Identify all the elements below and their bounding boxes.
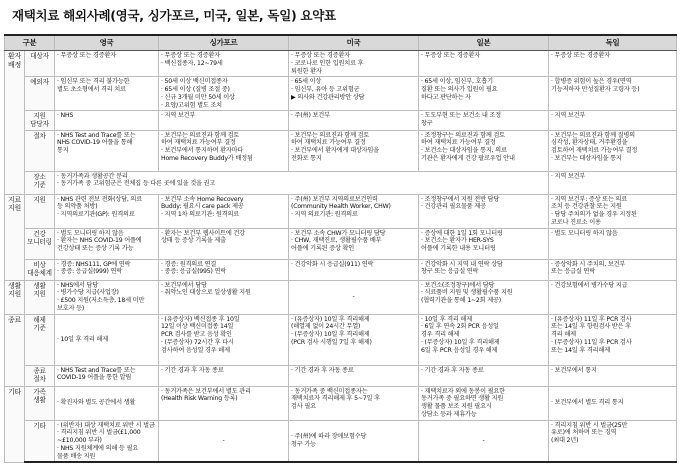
group-treatment-support: 지료 지원 — [5, 194, 25, 280]
table-row — [5, 365, 677, 386]
cell-uk: · 임신부 또는 격리 불가능한 별도 초소형에서 격리 치료 — [55, 77, 159, 111]
document-title: 재택치료 해외사례(영국, 싱가포르, 미국, 일본, 독일) 요약표 — [12, 8, 336, 23]
cell-japan: · 기간 경과 후 자동 종료 — [419, 365, 549, 386]
cell-japan: · 무증상 또는 경증환자 — [419, 51, 549, 77]
row-label: 건강 모니터링 — [25, 228, 55, 259]
row-label: 절차 — [25, 130, 55, 171]
cell-place-criteria: · 동거가족과 생활공간 분리 · 동거가족 중 고위험군은 전체집 등 다른 곳에 있을 것을 권고 — [55, 171, 549, 194]
cell-singapore: · 보건부는 의료진과 함께 검토 하여 재택치료 가능여부 결정 · 보건부에서 통지하며 환자마다 Home Recovery Buddy가 배정됨 — [159, 130, 289, 171]
cell-uk: · NHS 관련 전보 전화(상담, 의료 등 의약품 처방) · 지역의료기관(GP): 원격의료 — [55, 194, 159, 228]
cell-uk: · NHS Test and Trace를 또는 COVID-19 어플을 통한 알림 — [55, 365, 159, 386]
cell-japan: - — [419, 420, 549, 462]
cell-uk: · 별도 모니터링 하지 않음 · 환자는 NHS COVID-19 어플에 건강상태 또는 증상 기록 가능 — [55, 228, 159, 259]
cell-uk: · 경증: NHS111, GP에 연락 · 중증: 응급실(999) 연락 — [55, 259, 159, 280]
header-category: 구분 — [5, 35, 55, 51]
cell-japan: · 65세 이상, 임신부, 호흡기 질환 또는 의사가 입원이 필요 하다고 판단하는 자 — [419, 77, 549, 111]
cell-singapore: · 환자는 보건부 웹사이트에 건강 상태 등 증상 기록을 제출 — [159, 228, 289, 259]
cell-japan: · 조정창구에서 지원 전반 담당 · 건강관리 필요물품 제공 — [419, 194, 549, 228]
cell-usa: · 동거가족 중 백신미접종자는 재택치료자 격리해제 후 5~7일 후 검사 필요 — [289, 386, 419, 420]
cell-uk: · 무증상 또는 경증환자 — [55, 51, 159, 77]
row-label: 지원 — [25, 194, 55, 228]
row-label: 대상자 — [25, 51, 55, 77]
cell-germany: · 합병증 위험이 높은 경우(면역 기능저하자 만성질환자 고령자 등) — [549, 77, 677, 111]
cell-uk: · 확진자와 별도 공간에서 생활 — [55, 386, 159, 420]
group-patient-assignment: 환자 배정 — [5, 51, 25, 195]
cell-japan: · 재택치료자 외에 동봉이 필요한 동거가족 중 필요하면 생활 지원 생활 물품 보조 지원 필요시 상담소 등과 제휴가능 — [419, 386, 549, 420]
summary-table — [4, 34, 677, 463]
cell-germany: · 건강보험에서 병가수당 지급 — [549, 280, 677, 314]
row-label: 기타 — [25, 420, 55, 462]
cell-singapore: · 기간 경과 후 자동 종료 — [159, 365, 289, 386]
cell-singapore: · 무증상 또는 경증환자 · 백신접종자, 12~79세 — [159, 51, 289, 77]
cell-germany: · 증상악화 시 주치의, 보건부 또는 응급실 연락 — [549, 259, 677, 280]
header-singapore: 싱가포르 — [159, 35, 289, 51]
group-living-support: 생활 지원 — [5, 280, 25, 314]
group-termination: 종료 — [5, 314, 25, 386]
table-row — [5, 420, 677, 462]
table-row — [5, 77, 677, 111]
cell-japan: · 건강악화 시 지역 내 연락 상담 창구 또는 응급실 연락 — [419, 259, 549, 280]
header-japan: 일본 — [419, 35, 549, 51]
table-row — [5, 194, 677, 228]
cell-usa: · 주(州) 보건부 지역의료보건인력 (Community Health Worker, CHW) · 지역 의료기관: 원격의료 — [289, 194, 419, 228]
cell-germany: · 보건부에서 통지 — [549, 365, 677, 386]
cell-uk: · (위반자) 대상 재택치료 위반 시 벌금 · 격리지침 위반 시 벌금(£1,000 ~£10,000 부과) · NHS 지원체계에 의해 등 필요 물품 배송 지원 — [55, 420, 159, 462]
table-row — [5, 280, 677, 314]
cell-germany: · 지역 보건부 — [549, 111, 677, 130]
cell-germany: · (유증상자) 11일 후 PCR 검사 또는 14일 후 항원검사 받은 후 격리 해제 · (무증상자) 11일 후 PCR 검사 또는 14일 후 격리해제 — [549, 314, 677, 365]
header-uk: 영국 — [55, 35, 159, 51]
cell-singapore: · 동거가족은 보건부에서 별도 관리 (Health Risk Warning 등록) — [159, 386, 289, 420]
cell-germany: · 지역 보건부: 증상 또는 의료 조치 등 건강관찰 또는 지원 · 담당 주치의가 없을 경우 지정된 코로나 진료소 이용 — [549, 194, 677, 228]
cell-singapore: · (유증상자) 백신접종 후 10일 12일 이상 백신미접종 14일 PCR 검사를 받고 음성 확인 · (무증상자) 72시간 후 다시 검사하여 음성일 경우 해제 — [159, 314, 289, 365]
cell-germany: · 격리지침 위반 시 벌금(25만 유로)에 처하며 또는 징역 (최대 2년) — [549, 420, 677, 462]
header-germany: 독일 — [549, 35, 677, 51]
cell-germany: · 별도 모니터링 하지 않음 — [549, 228, 677, 259]
row-label: 비상 대응체계 — [25, 259, 55, 280]
table-row — [5, 111, 677, 130]
cell-japan: · 조정창구는 의료진과 함께 검토 하여 재택치료 가능여부 결정 · 보건소는 대상자임을 통지, 의료 기관은 환자에게 건강 팔로우업 안내 — [419, 130, 549, 171]
cell-usa: · 보건부 소속 CHW가 모니터링 담당 · CHW, 재택진료, 생활필수품 배부 어플에 기록된 증상 확인 — [289, 228, 419, 259]
table-row — [5, 171, 677, 194]
cell-usa: · (유증상자) 10일 후 격리해제 (해열제 없이 24시간 무열) · (무증상자) 10일 후 격리해제 (PCR 검사 시행일 7일 후 해제) — [289, 314, 419, 365]
cell-japan: · 도도부현 또는 보건소 내 조정 창구 — [419, 111, 549, 130]
row-label: 지원 담당자 — [25, 111, 55, 130]
table-row — [5, 51, 677, 77]
cell-singapore: · 보건부 소속 Home Recovery Buddy: 필요시 care pack 제공 · 지역 1차 의료기관: 원격의료 — [159, 194, 289, 228]
table-header-row — [5, 35, 677, 51]
cell-germany: · 무증상 또는 경증환자 — [549, 51, 677, 77]
cell-singapore: · 50세 이상 백신미접종자 · 65세 이상 (질병 조절 중) · 신규 3개월 미만 50세 이상 · 요양/고위험 별도 조치 — [159, 77, 289, 111]
row-label: 생활 지원 — [25, 280, 55, 314]
row-label: 종료 절차 — [25, 365, 55, 386]
row-label: 해제 기준 — [25, 314, 55, 365]
cell-usa: · 주(州)에 따라 장애보험수당 청구 가능 — [289, 420, 419, 462]
table-row — [5, 314, 677, 365]
cell-germany: · 보건부는 의료진과 함께 질병의 심각성, 환자상태, 거주환경을 검토하여 재택치료 가능여부 결정 · 보건부는 대상자임을 통지 — [549, 130, 677, 171]
cell-uk: · NHS에서 담당 · 병가수당 지급(사업장) · £500 지원(저소득층, 18세 미만 보호자 등) — [55, 280, 159, 314]
cell-japan: · 보건소(조정창구)에서 담당 · 식료품비 지원 및 생활필수품 지원 (협력기관을 통해 1~2회 제공) — [419, 280, 549, 314]
cell-singapore: · 지역 보건부 — [159, 111, 289, 130]
group-other: 기타 — [5, 386, 25, 462]
cell-usa: · 무증상 또는 경증환자 · 코로나로 인한 입원치료 후 퇴원한 환자 — [289, 51, 419, 77]
table-row — [5, 228, 677, 259]
row-label: 가족 생활 — [25, 386, 55, 420]
cell-usa: · 기간 경과 후 자동 종료 — [289, 365, 419, 386]
cell-uk: · NHS Test and Trace를 또는 NHS COVID-19 어플을 통해 통지 — [55, 130, 159, 171]
cell-usa: · 건강악화 시 응급실(911) 연락 — [289, 259, 419, 280]
cell-japan: · 10일 후 격리 해제 · 6일 후 연속 2회 PCR 음성일 경우 격리 해제 · (무증상자) 10일 후 격리해제 6일 후 PCR 음성일 경우 해제 — [419, 314, 549, 365]
cell-usa: · 주(州) 보건부 — [289, 111, 419, 130]
cell-singapore: - — [159, 420, 289, 462]
cell-usa: - — [289, 280, 419, 314]
cell-uk: · NHS — [55, 111, 159, 130]
cell-uk: · 10일 후 격리 해제 — [55, 314, 159, 365]
cell-singapore: · 경증: 원격의료 연결 · 중증: 응급실(995) 연락 — [159, 259, 289, 280]
row-label: 예외자 — [25, 77, 55, 111]
cell-usa: · 65세 이상 · 임신부, 유아 등 고위험군 ▶ 의사와 건강관리방안 상담 — [289, 77, 419, 111]
table-row — [5, 130, 677, 171]
cell-japan: · 증상에 대한 1일 1회 모니터링 · 보건소는 환자가 HER-SYS 어플에 기록한 내용 모니터링 — [419, 228, 549, 259]
cell-germany: · 보건부에서 별도 격리 통지 — [549, 386, 677, 420]
header-usa: 미국 — [289, 35, 419, 51]
cell-usa: · 보건부는 의료진과 함께 검토 하여 재택치료 가능여부 결정 · 보건부에서 환자에게 대상자임을 전화로 통지 — [289, 130, 419, 171]
row-label: 장소 기준 — [25, 171, 55, 194]
table-row — [5, 386, 677, 420]
table-row — [5, 259, 677, 280]
cell-germany: · 지역 보건부 — [549, 171, 677, 194]
cell-singapore: · 보건부에서 담당 · 취약노인 대상으로 일상생활 지원 — [159, 280, 289, 314]
